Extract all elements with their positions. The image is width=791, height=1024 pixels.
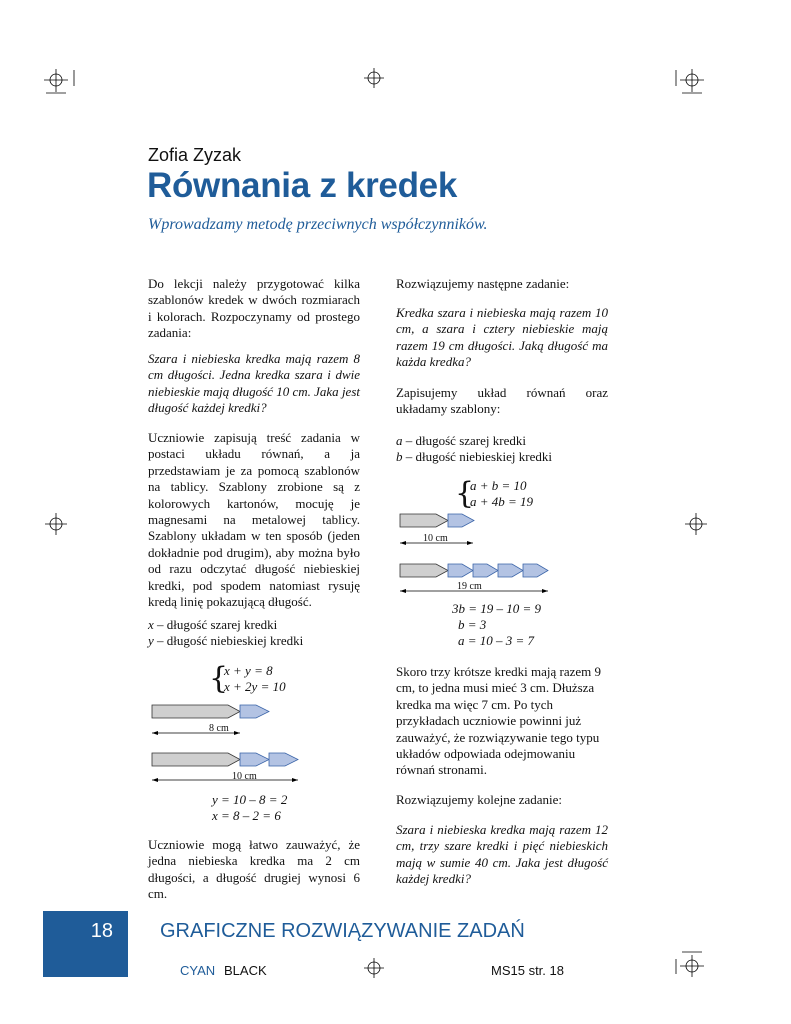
article-subtitle: Wprowadzamy metodę przeciwnych współczynników. (148, 216, 488, 233)
print-color-black: BLACK (224, 963, 267, 978)
author-name: Zofia Zyzak (148, 145, 242, 165)
blue-crayon (523, 564, 548, 577)
left-dim-label-2: 10 cm (232, 771, 257, 782)
blue-crayon (448, 514, 474, 527)
registration-mark-top-center (362, 68, 386, 90)
registration-mark-bottom-center (362, 958, 386, 980)
left-solution-1: y = 10 – 8 = 2 (212, 792, 288, 807)
definition-y: y – długość niebieskiej kredki (148, 633, 304, 649)
registration-mark-mid-left (44, 512, 68, 536)
definition-a: a – długość szarej kredki (396, 433, 526, 448)
left-system-eq2: x + 2y = 10 (224, 679, 286, 694)
left-conclusion: Uczniowie mogą łatwo zauważyć, że jedna niebieska kredka ma 2 cm długości, a długość drugiej wynosi 6 cm. (148, 837, 360, 902)
right-intro: Rozwiązujemy następne zadanie: (396, 276, 570, 291)
blue-crayon (448, 564, 473, 577)
left-crayon-diagram (148, 700, 308, 785)
left-system-eq1: x + y = 8 (224, 663, 273, 678)
left-problem: Szara i niebieska kredka mają razem 8 cm długości. Jedna kredka szara i dwie niebieskie mają długość 10 cm. Jaka jest długość każdej kredki? (148, 351, 360, 416)
left-solution-2: x = 8 – 2 = 6 (212, 808, 281, 823)
registration-mark-top-right (672, 68, 708, 94)
print-color-cyan: CYAN (180, 963, 216, 978)
blue-crayon (498, 564, 523, 577)
right-setup: Zapisujemy układ równań oraz układamy szablony: (396, 385, 608, 417)
right-next-task: Rozwiązujemy kolejne zadanie: (396, 792, 563, 807)
right-definitions (396, 433, 608, 466)
right-solution-1: 3b = 19 – 10 = 9 (452, 601, 542, 616)
blue-crayon (473, 564, 498, 577)
right-dim-label-2: 19 cm (457, 581, 482, 592)
right-solution-2: b = 3 (458, 617, 487, 632)
right-dim-label-1: 10 cm (423, 533, 448, 544)
print-page-code: MS15 str. 18 (491, 963, 564, 978)
right-solution-3: a = 10 – 3 = 7 (458, 633, 535, 648)
gray-crayon (152, 753, 240, 766)
left-explanation: Uczniowie zapisują treść zadania w postaci układu równań, a ja przedstawiam je za pomocą szablonów na tablicy. Szablony zrobione są z kolorowych kartonów, mocuję je magnesami na metalowej tablicy. Szablony układam w ten sposób (jeden dokładnie pod drugim), aby można było od razu odczytać długość niebieskiej kredki, pod spodem natomiast rysuję kredą linię pokazującą długość. (148, 430, 360, 610)
page-number: 18 (90, 920, 113, 942)
left-intro: Do lekcji należy przygotować kilka szablonów kredek w dwóch rozmiarach i kolorach. Rozpoczynamy od prostego zadania: (148, 276, 360, 341)
right-system-eq2: a + 4b = 19 (470, 494, 534, 509)
gray-crayon (400, 564, 448, 577)
definition-b: b – długość niebieskiej kredki (396, 449, 552, 465)
article-title: Równania z kredek (147, 166, 458, 205)
gray-crayon (400, 514, 448, 527)
right-problem-2: Szara i niebieska kredka mają razem 12 cm, trzy szare kredki i pięć niebieskich mają w sumie 40 cm. Jaka jest długość każdej kredki? (396, 822, 608, 887)
registration-mark-top-left (44, 68, 80, 94)
right-problem: Kredka szara i niebieska mają razem 10 cm, a szara i cztery niebieskie mają razem 19 cm długości. Jaką długość ma każda kredka? (396, 305, 608, 370)
right-conclusion: Skoro trzy krótsze kredki mają razem 9 cm, to jedna musi mieć 3 cm. Dłuższa kredka ma więc 7 cm. Po tych przykładach uczniowie powinni już zauważyć, że rozwiązywanie tego typu układów odpowiada odejmowaniu równań stronami. (396, 664, 602, 778)
blue-crayon (240, 753, 269, 766)
right-system-brace: { (455, 476, 475, 511)
right-system-eq1: a + b = 10 (470, 478, 527, 493)
section-title: GRAFICZNE ROZWIĄZYWANIE ZADAŃ (160, 920, 525, 942)
left-system-brace: { (209, 661, 229, 696)
registration-mark-mid-right (684, 512, 708, 536)
gray-crayon (152, 705, 240, 718)
left-dim-label-1: 8 cm (209, 723, 229, 734)
blue-crayon (269, 753, 298, 766)
definition-x: x – długość szarej kredki (148, 617, 278, 632)
left-definitions (148, 617, 360, 650)
blue-crayon (240, 705, 269, 718)
registration-mark-bottom-right (672, 950, 708, 978)
